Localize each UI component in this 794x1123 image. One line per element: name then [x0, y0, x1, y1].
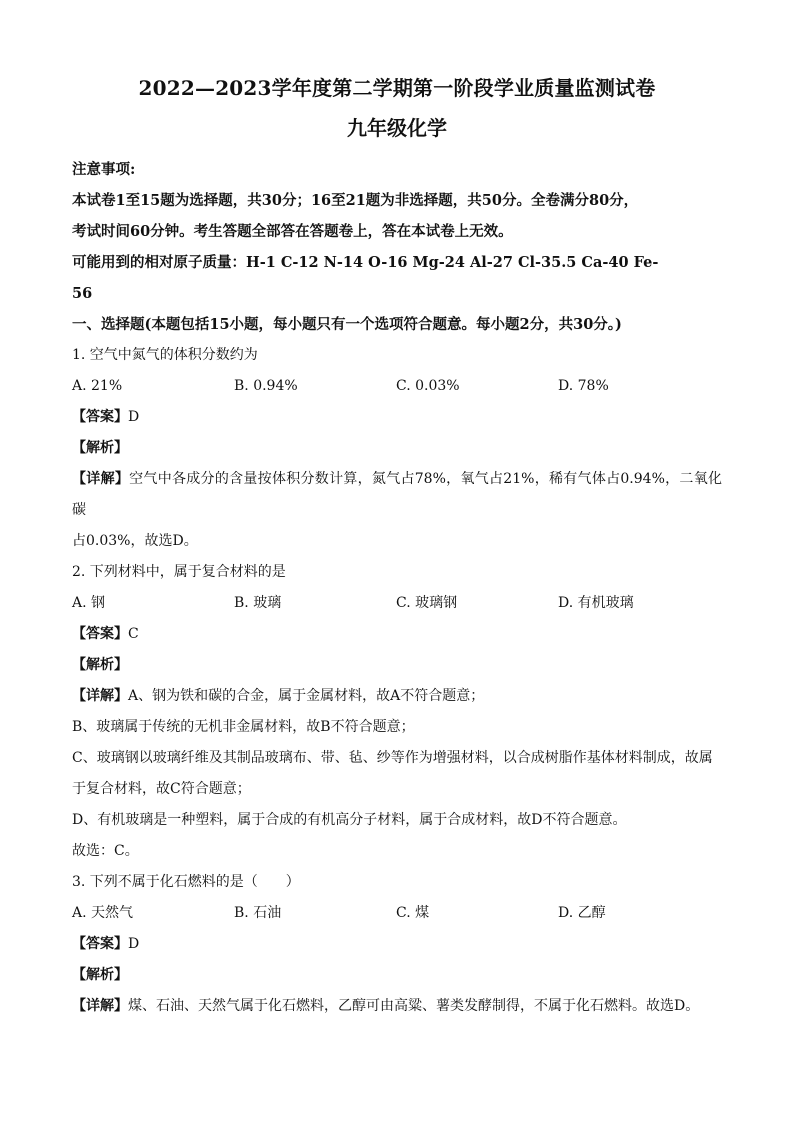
question-3-detail-line-1	[72, 991, 722, 1022]
page-subtitle: 九年级化学	[347, 116, 447, 140]
question-2-analysis	[72, 650, 722, 681]
question-1-option-a: A. 21%	[72, 378, 123, 394]
question-1-options	[72, 371, 722, 402]
question-1-detail-line-1	[72, 464, 722, 526]
question-1-detail-line-2: 占0.03%，故选D。	[72, 533, 198, 549]
question-2-answer	[72, 619, 722, 650]
question-1-answer	[72, 402, 722, 433]
analysis-label: 【解析】	[72, 657, 128, 673]
question-1-detail-text-1: 空气中各成分的含量按体积分数计算，氮气占78%，氧气占21%，稀有气体占0.94%，二氧化碳	[72, 471, 723, 518]
question-3-option-a: A. 天然气	[72, 905, 134, 921]
question-3-analysis	[72, 960, 722, 991]
question-2-option-a: A. 钢	[72, 595, 106, 611]
question-1-option-c: C. 0.03%	[396, 378, 460, 394]
question-2-detail-line-6: 故选：C。	[72, 843, 139, 859]
question-2-detail-line-4: 于复合材料，故C符合题意；	[72, 781, 251, 797]
question-2-detail-line-2: B、玻璃属于传统的无机非金属材料，故B不符合题意；	[72, 719, 415, 735]
notes-heading: 注意事项:	[72, 161, 136, 178]
question-2-detail-line-3: C、玻璃钢以玻璃纤维及其制品玻璃布、带、毡、纱等作为增强材料，以合成树脂作基体材料制成，故属	[72, 750, 713, 766]
question-1-stem: 1. 空气中氮气的体积分数约为	[72, 347, 258, 363]
question-1-analysis	[72, 433, 722, 464]
question-2-detail-line-5: D、有机玻璃是一种塑料，属于合成的有机高分子材料，属于合成材料，故D不符合题意。	[72, 812, 627, 828]
section-heading: 一、选择题(本题包括15小题，每小题只有一个选项符合题意。每小题2分，共30分。)	[72, 316, 622, 333]
question-3-options	[72, 898, 722, 929]
question-2-option-b: B. 玻璃	[234, 595, 282, 611]
page-title: 2022—2023学年度第二学期第一阶段学业质量监测试卷	[138, 76, 656, 100]
question-2-stem: 2. 下列材料中，属于复合材料的是	[72, 564, 286, 580]
question-3-detail-text-1: 煤、石油、天然气属于化石燃料，乙醇可由高粱、薯类发酵制得，不属于化石燃料。故选D。	[128, 998, 700, 1014]
question-3-option-d: D. 乙醇	[558, 905, 606, 921]
question-1-option-b: B. 0.94%	[234, 378, 298, 394]
notes-line-3: 可能用到的相对原子质量：H-1 C-12 N-14 O-16 Mg-24 Al-27 Cl-35.5 Ca-40 Fe-	[72, 254, 659, 271]
question-2-option-d: D. 有机玻璃	[558, 595, 634, 611]
question-3-stem: 3. 下列不属于化石燃料的是（ ）	[72, 874, 300, 890]
question-3-answer	[72, 929, 722, 960]
question-3-option-c: C. 煤	[396, 905, 430, 921]
detail-label: 【详解】	[72, 998, 128, 1014]
detail-label: 【详解】	[72, 471, 130, 487]
question-2-detail-text-1: A、钢为铁和碳的合金，属于金属材料，故A不符合题意；	[128, 688, 485, 704]
analysis-label: 【解析】	[72, 967, 128, 983]
question-3-option-b: B. 石油	[234, 905, 282, 921]
question-2-option-c: C. 玻璃钢	[396, 595, 458, 611]
notes-line-1: 本试卷1至15题为选择题，共30分；16至21题为非选择题，共50分。全卷满分80分，	[72, 192, 639, 209]
question-2-options	[72, 588, 722, 619]
answer-label: 【答案】	[72, 936, 128, 952]
analysis-label: 【解析】	[72, 440, 128, 456]
detail-label: 【详解】	[72, 688, 128, 704]
question-3-answer-value: D	[128, 936, 140, 952]
notes-line-2: 考试时间60分钟。考生答题全部答在答题卷上，答在本试卷上无效。	[72, 223, 513, 240]
notes-line-4: 56	[72, 285, 93, 302]
answer-label: 【答案】	[72, 626, 128, 642]
question-2-detail-line-1	[72, 681, 722, 712]
answer-label: 【答案】	[72, 409, 128, 425]
question-2-answer-value: C	[128, 626, 139, 642]
question-1-answer-value: D	[128, 409, 140, 425]
question-1-option-d: D. 78%	[558, 378, 609, 394]
